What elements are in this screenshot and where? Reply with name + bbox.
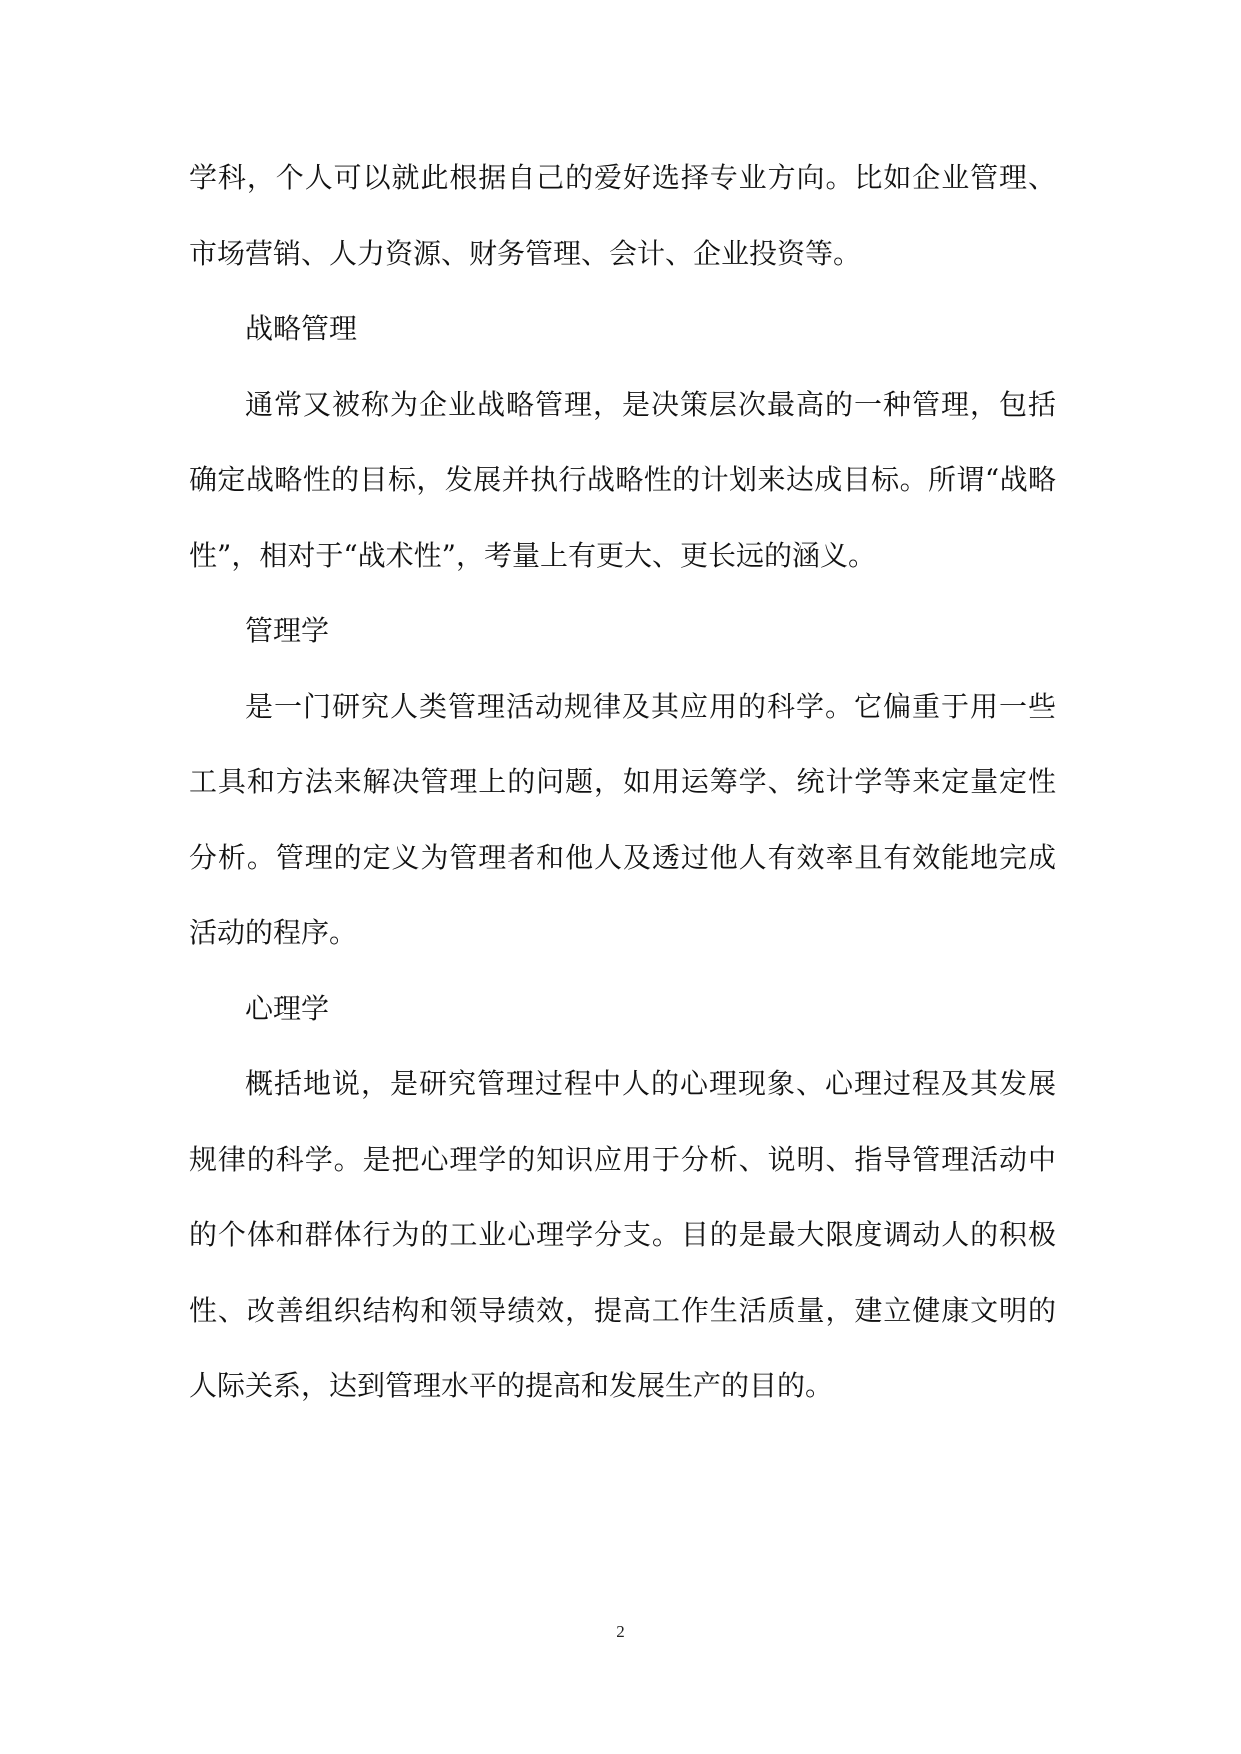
paragraph-management-science: 是一门研究人类管理活动规律及其应用的科学。它偏重于用一些工具和方法来解决管理上的问题，如用运筹学、统计学等来定量定性分析。管理的定义为管理者和他人及透过他人有效率且有效能地完成活动的程序。 bbox=[189, 689, 1056, 949]
section-heading-strategic-management: 战略管理 bbox=[245, 312, 358, 345]
document-body bbox=[189, 140, 1056, 1424]
section-heading-management-science: 管理学 bbox=[245, 614, 330, 647]
page-number: 2 bbox=[616, 1622, 625, 1641]
section-heading-psychology: 心理学 bbox=[245, 991, 330, 1025]
paragraph-strategic-management: 通常又被称为企业战略管理，是决策层次最高的一种管理，包括确定战略性的目标，发展并执行战略性的计划来达成目标。所谓“战略性”，相对于“战术性”，考量上有更大、更长远的涵义。 bbox=[189, 387, 1056, 572]
paragraph-psychology: 概括地说，是研究管理过程中人的心理现象、心理过程及其发展规律的科学。是把心理学的知识应用于分析、说明、指导管理活动中的个体和群体行为的工业心理学分支。目的是最大限度调动人的积极性、改善组织结构和领导绩效，提高工作生活质量，建立健康文明的人际关系，达到管理水平的提高和发展生产的目的。 bbox=[189, 1067, 1056, 1402]
paragraph-continuation: 学科，个人可以就此根据自己的爱好选择专业方向。比如企业管理、市场营销、人力资源、财务管理、会计、企业投资等。 bbox=[189, 161, 1056, 270]
